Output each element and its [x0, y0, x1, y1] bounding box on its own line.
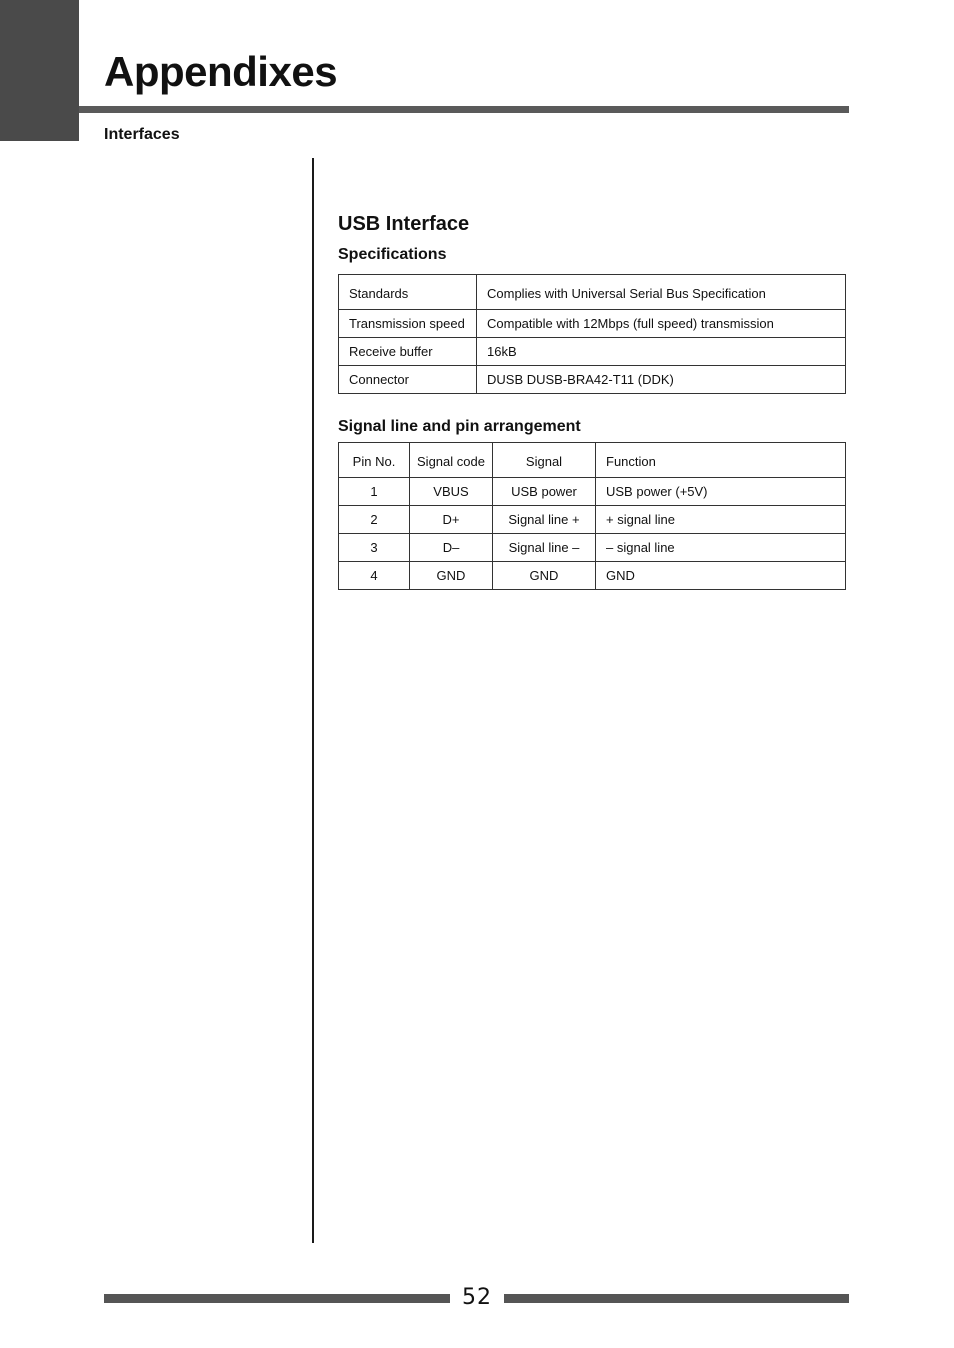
table-row [339, 562, 846, 590]
spec-label: Transmission speed [339, 310, 477, 338]
spec-value: Compatible with 12Mbps (full speed) transmission [477, 310, 846, 338]
signal: Signal line – [493, 534, 596, 562]
spec-label: Standards [339, 275, 477, 310]
function: + signal line [596, 506, 846, 534]
spec-label: Connector [339, 366, 477, 394]
page-number: 52 [462, 1285, 492, 1310]
pin-number: 1 [339, 478, 410, 506]
signal-code: GND [410, 562, 493, 590]
function: USB power (+5V) [596, 478, 846, 506]
signal-code: VBUS [410, 478, 493, 506]
function: – signal line [596, 534, 846, 562]
pin-arrangement-table [338, 442, 846, 590]
table-row [339, 506, 846, 534]
column-divider [312, 158, 314, 1243]
pin-number: 3 [339, 534, 410, 562]
footer-rule-left [104, 1294, 450, 1303]
table-row [339, 338, 846, 366]
signal: USB power [493, 478, 596, 506]
table-row [339, 534, 846, 562]
chapter-title: Appendixes [104, 48, 338, 95]
column-header-signal: Signal [493, 443, 596, 478]
title-rule [79, 106, 849, 113]
specifications-table [338, 274, 846, 394]
column-header-signal-code: Signal code [410, 443, 493, 478]
pin-arrangement-heading: Signal line and pin arrangement [338, 418, 581, 435]
specifications-heading: Specifications [338, 246, 447, 263]
chapter-corner-tab [0, 0, 79, 141]
signal-code: D– [410, 534, 493, 562]
pin-number: 2 [339, 506, 410, 534]
spec-label: Receive buffer [339, 338, 477, 366]
table-header-row [339, 443, 846, 478]
footer-rule-right [504, 1294, 849, 1303]
column-header-function: Function [596, 443, 846, 478]
pin-number: 4 [339, 562, 410, 590]
usb-interface-heading: USB Interface [338, 213, 470, 235]
column-header-pin-no: Pin No. [339, 443, 410, 478]
table-row [339, 275, 846, 310]
function: GND [596, 562, 846, 590]
table-row [339, 366, 846, 394]
signal: GND [493, 562, 596, 590]
spec-value: 16kB [477, 338, 846, 366]
spec-value: Complies with Universal Serial Bus Specification [477, 275, 846, 310]
section-label: Interfaces [104, 126, 180, 143]
table-row [339, 310, 846, 338]
signal: Signal line + [493, 506, 596, 534]
signal-code: D+ [410, 506, 493, 534]
spec-value: DUSB DUSB-BRA42-T11 (DDK) [477, 366, 846, 394]
table-row [339, 478, 846, 506]
